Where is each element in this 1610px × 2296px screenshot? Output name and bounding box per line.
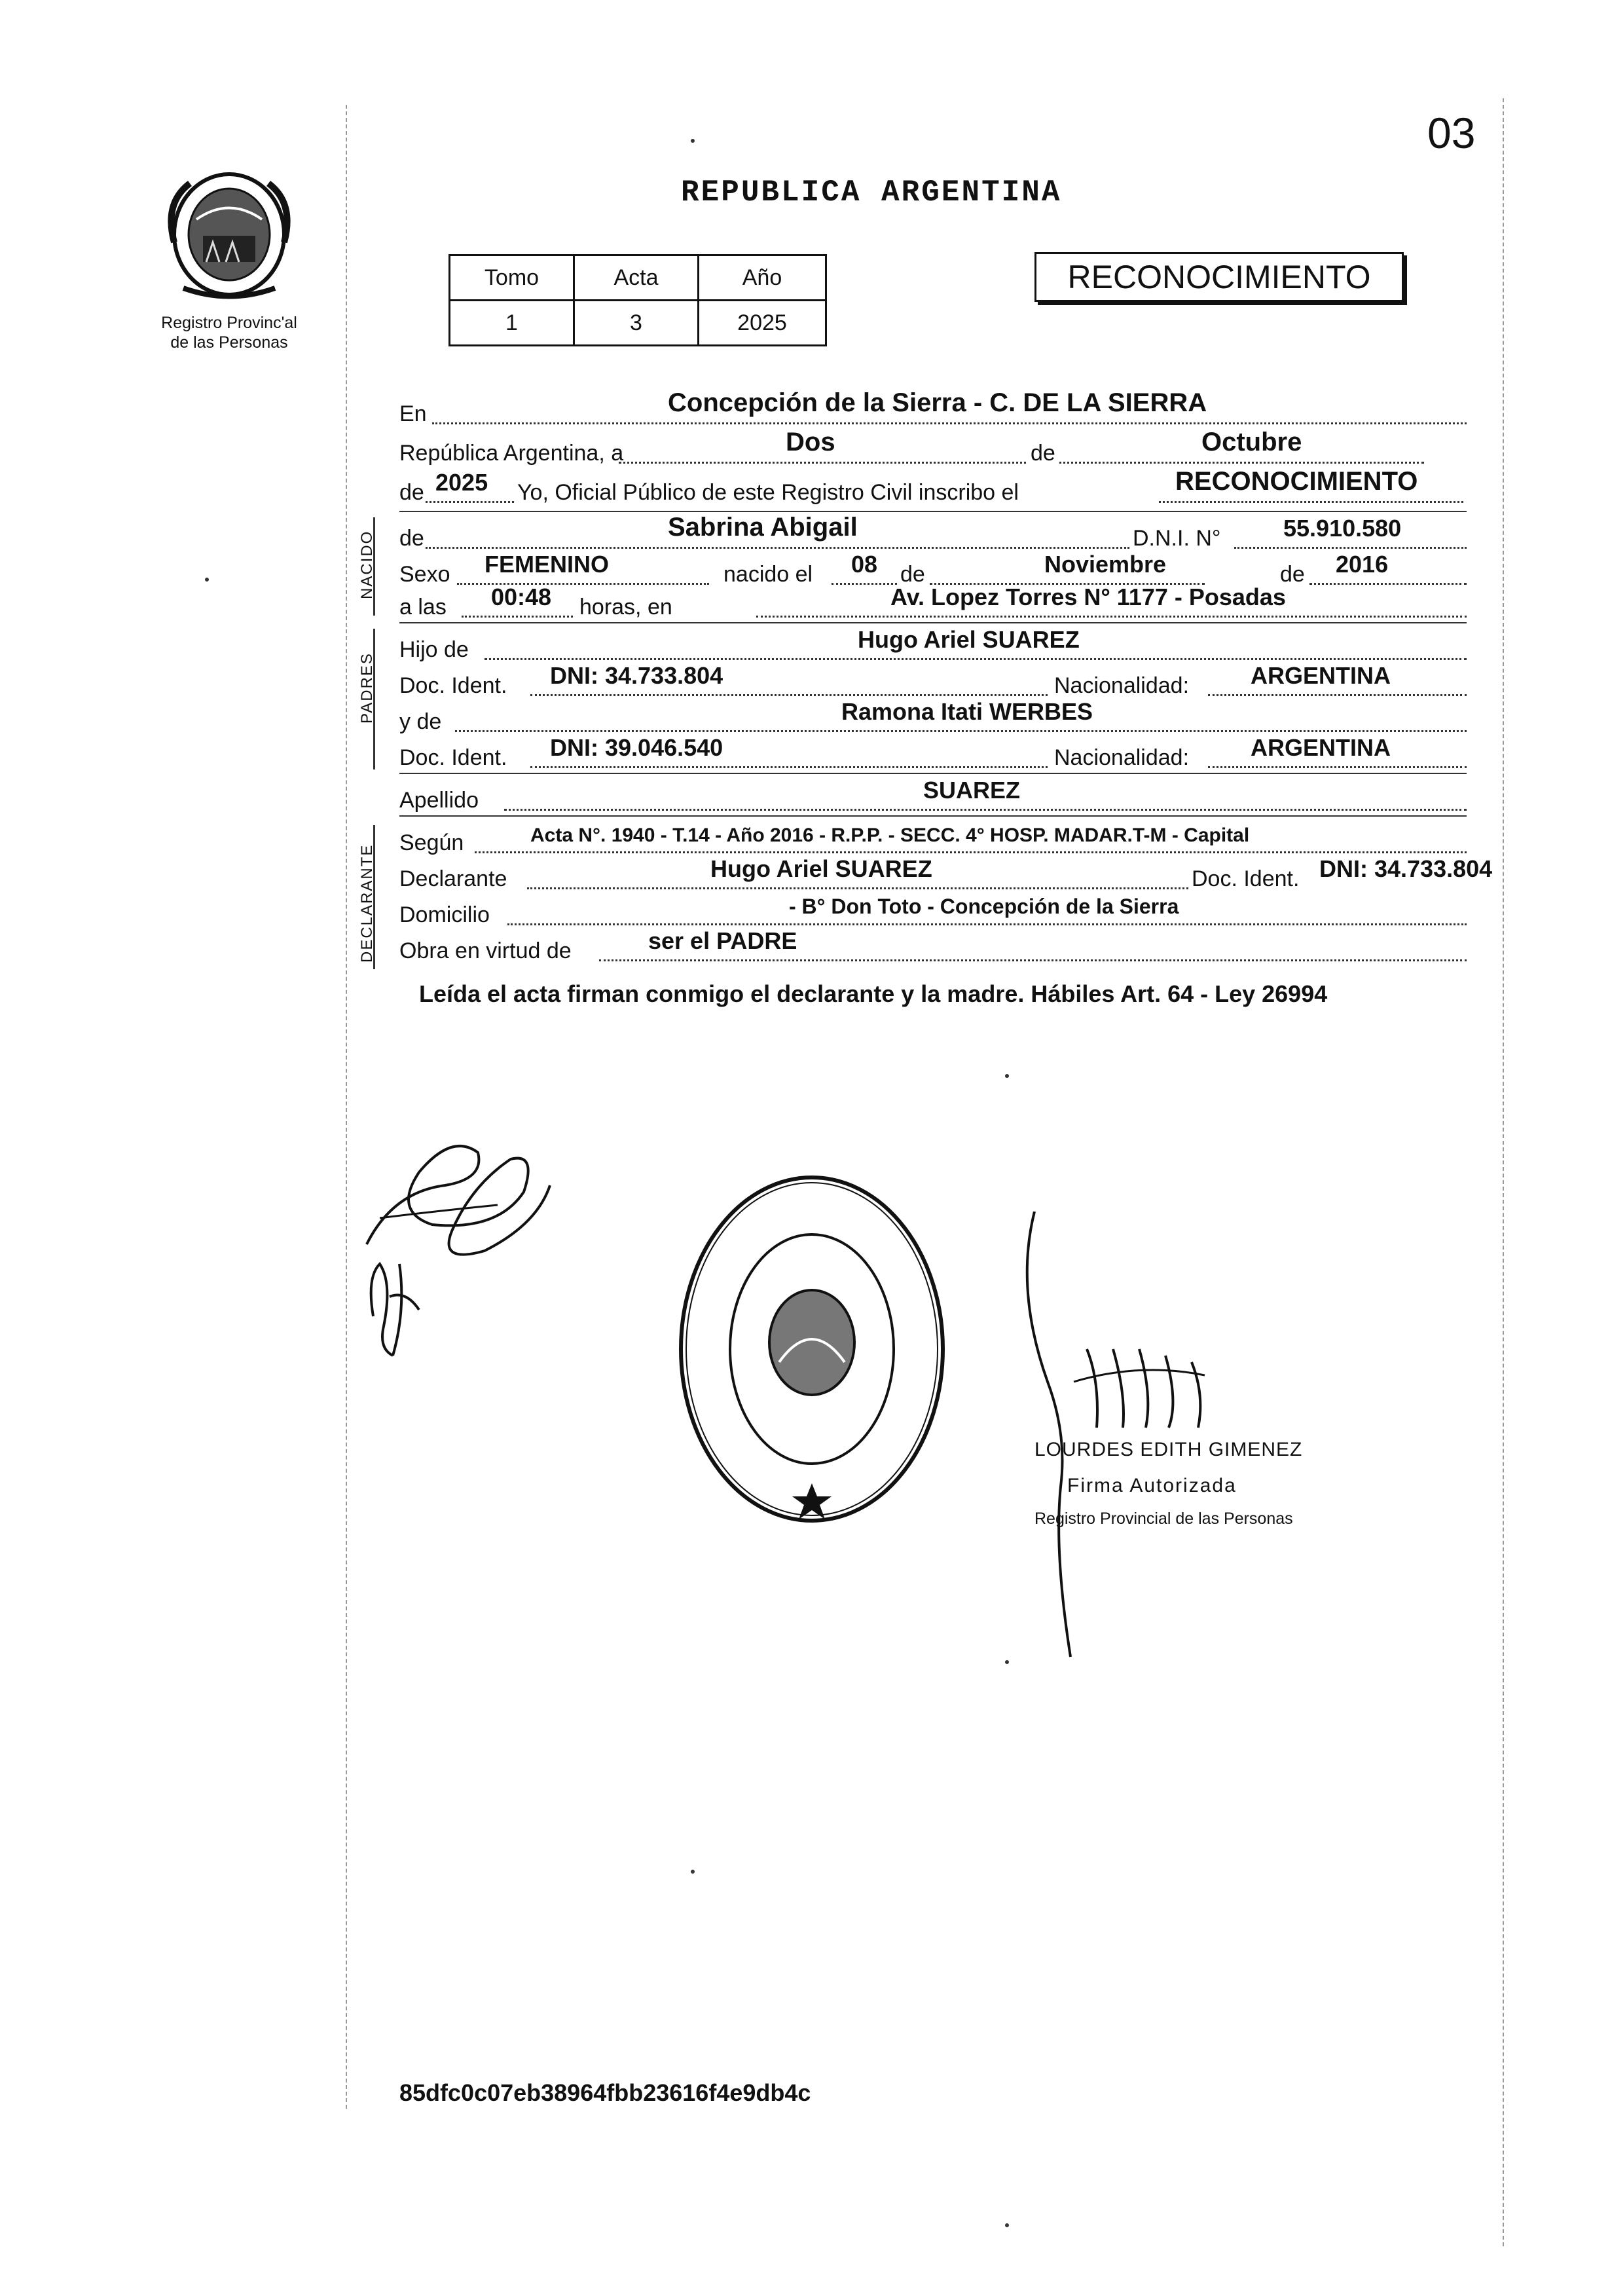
provincia-de-misiones-seal-icon	[151, 164, 308, 301]
row-oficial	[399, 467, 1467, 506]
place-value: Concepción de la Sierra - C. DE LA SIERRA	[668, 388, 1207, 417]
row-declarante	[399, 855, 1493, 892]
birth-day-value: 08	[851, 551, 878, 578]
father-value: Hugo Ariel SUAREZ	[858, 626, 1080, 653]
row-apellido	[399, 779, 1467, 813]
father-doc-value: DNI: 34.733.804	[550, 662, 723, 689]
doc-label: Doc. Ident.	[399, 673, 507, 698]
alas-label: a las	[399, 595, 447, 620]
obra-value: ser el PADRE	[648, 927, 797, 954]
nac-label: Nacionalidad:	[1054, 673, 1190, 698]
row-obra	[399, 927, 1467, 964]
row-segun	[399, 822, 1467, 856]
tomo-value: 1	[450, 301, 574, 346]
scan-speck	[1005, 2223, 1009, 2227]
right-margin-line	[1503, 98, 1504, 2246]
scan-speck	[691, 1870, 695, 1874]
act-inscribed-value: RECONOCIMIENTO	[1175, 467, 1418, 496]
declarante-doc-label: Doc. Ident.	[1192, 866, 1300, 891]
scan-speck	[1005, 1074, 1009, 1078]
mother-doc-value: DNI: 39.046.540	[550, 734, 723, 761]
signer-name: LOURDES EDITH GIMENEZ	[1034, 1439, 1303, 1460]
segun-label: Según	[399, 830, 464, 855]
page-title: REPUBLICA ARGENTINA	[681, 176, 1062, 210]
scan-speck	[1005, 1660, 1009, 1664]
separator	[399, 622, 1467, 623]
scan-speck	[205, 578, 209, 582]
padres-side-label: PADRES	[358, 652, 376, 724]
anio-value: 2025	[699, 301, 826, 346]
separator	[399, 511, 1467, 512]
row-sexo	[399, 553, 1467, 587]
father-nac-value: ARGENTINA	[1251, 662, 1391, 689]
birth-place-value: Av. Lopez Torres N° 1177 - Posadas	[890, 583, 1286, 610]
logo-caption-line-1: Registro Provinc'al	[161, 314, 297, 332]
sexo-label: Sexo	[399, 562, 450, 587]
logo-caption-line-2: de las Personas	[170, 333, 288, 352]
doc-label: Doc. Ident.	[399, 745, 507, 770]
document-hash: 85dfc0c07eb38964fbb23616f4e9db4c	[399, 2079, 811, 2106]
tomo-header: Tomo	[450, 255, 574, 301]
acta-value: 3	[574, 301, 699, 346]
de2-label: de	[399, 480, 424, 505]
segun-value: Acta N°. 1940 - T.14 - Año 2016 - R.P.P. - SECC. 4° HOSP. MADAR.T-M - Capital	[530, 824, 1250, 846]
apellido-label: Apellido	[399, 788, 479, 813]
row-mother	[399, 698, 1467, 735]
obra-label: Obra en virtud de	[399, 938, 572, 963]
de4-label: de	[1280, 562, 1305, 587]
birth-time-value: 00:48	[491, 583, 552, 610]
stamp-text	[681, 1179, 943, 1519]
row-name	[399, 513, 1467, 551]
closing-note: Leída el acta firman conmigo el declarante y la madre. Hábiles Art. 64 - Ley 26994	[419, 980, 1328, 1007]
row-en	[399, 388, 1467, 427]
yde-label: y de	[399, 709, 442, 734]
separator	[399, 815, 1467, 817]
oficial-text: Yo, Oficial Público de este Registro Civil inscribo el	[517, 480, 1019, 505]
month-value: Octubre	[1201, 428, 1302, 456]
de3-label: de	[900, 562, 925, 587]
day-value: Dos	[786, 428, 835, 456]
record-table	[448, 254, 827, 346]
signer-org: Registro Provincial de las Personas	[1034, 1509, 1293, 1528]
logo-caption	[124, 313, 334, 352]
nac-label: Nacionalidad:	[1054, 745, 1190, 770]
nacido-label: nacido el	[723, 562, 813, 587]
acta-header: Acta	[574, 255, 699, 301]
apellido-value: SUAREZ	[923, 777, 1021, 804]
dni-label: D.N.I. N°	[1133, 526, 1221, 551]
scan-speck	[691, 139, 695, 143]
declarante-value: Hugo Ariel SUAREZ	[710, 855, 932, 882]
hijo-label: Hijo de	[399, 637, 469, 662]
row-republica	[399, 428, 1467, 466]
mother-nac-value: ARGENTINA	[1251, 734, 1391, 761]
declarante-doc-value: DNI: 34.733.804	[1319, 855, 1493, 882]
declarant-signature-icon	[354, 1113, 576, 1388]
birth-month-value: Noviembre	[1044, 551, 1167, 578]
signer-role: Firma Autorizada	[1067, 1475, 1237, 1496]
horas-label: horas, en	[579, 595, 672, 620]
domicilio-value: - B° Don Toto - Concepción de la Sierra	[789, 895, 1179, 918]
birth-year-value: 2016	[1336, 551, 1389, 578]
sexo-value: FEMENINO	[485, 551, 610, 578]
declarante-label: Declarante	[399, 866, 507, 891]
en-label: En	[399, 401, 427, 426]
name-value: Sabrina Abigail	[668, 513, 858, 542]
row-mother-doc	[399, 734, 1467, 771]
year-value: 2025	[435, 469, 488, 496]
domicilio-label: Domicilio	[399, 902, 490, 927]
de-label: de	[1028, 441, 1058, 466]
row-father-doc	[399, 662, 1467, 699]
act-type-box: RECONOCIMIENTO	[1034, 252, 1404, 302]
name-label: de	[399, 526, 424, 551]
row-hijo	[399, 626, 1467, 663]
anio-header: Año	[699, 255, 826, 301]
mother-value: Ramona Itati WERBES	[841, 698, 1093, 725]
left-margin-line	[346, 105, 347, 2109]
row-domicilio	[399, 894, 1467, 928]
republica-label: República Argentina, a	[399, 441, 624, 466]
separator	[399, 773, 1467, 774]
nacido-side-label: NACIDO	[358, 530, 376, 599]
page-number: 03	[1427, 109, 1476, 157]
declarante-side-label: DECLARANTE	[358, 843, 376, 963]
row-hora	[399, 583, 1467, 620]
dni-value: 55.910.580	[1283, 515, 1402, 542]
